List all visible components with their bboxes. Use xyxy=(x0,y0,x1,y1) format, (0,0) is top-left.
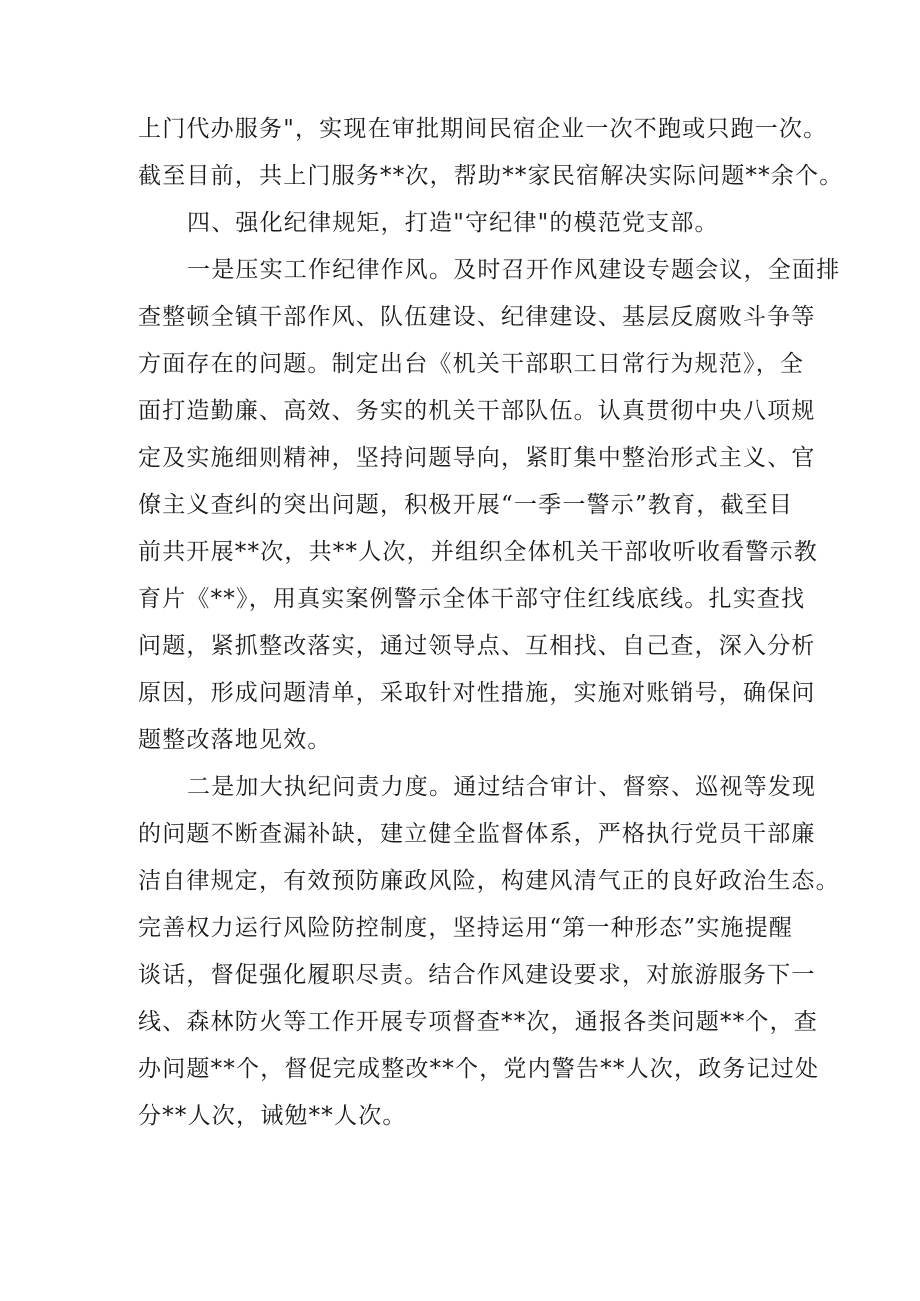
text-line: 题整改落地见效。 xyxy=(138,727,332,753)
text-line: 分**人次，诫勉**人次。 xyxy=(138,1103,407,1129)
paragraph-start: 一是压实工作纪律作风。及时召开作风建设专题会议，全面排 xyxy=(187,257,841,283)
text-line: 定及实施细则精神，坚持问题导向，紧盯集中整治形式主义、官 xyxy=(138,445,816,471)
text-line: 的问题不断查漏补缺，建立健全监督体系，严格执行党员干部廉 xyxy=(138,821,816,847)
text-line: 育片《**》，用真实案例警示全体干部守住红线底线。扎实查找 xyxy=(138,586,806,612)
document-body xyxy=(138,106,844,1140)
text-line: 方面存在的问题。制定出台《机关干部职工日常行为规范》，全 xyxy=(138,351,805,377)
text-line: 洁自律规定，有效预防廉政风险，构建风清气正的良好政治生态。 xyxy=(138,868,840,894)
text-line: 截至目前，共上门服务**次，帮助**家民宿解决实际问题**余个。 xyxy=(138,163,844,189)
text-line: 办问题**个，督促完成整改**个，党内警告**人次，政务记过处 xyxy=(138,1056,820,1082)
text-line: 谈话，督促强化履职尽责。结合作风建设要求，对旅游服务下一 xyxy=(138,962,816,988)
text-line: 上门代办服务"，实现在审批期间民宿企业一次不跑或只跑一次。 xyxy=(138,116,828,142)
text-line: 问题，紧抓整改落实，通过领导点、互相找、自己查，深入分析 xyxy=(138,633,816,659)
text-line: 完善权力运行风险防控制度，坚持运用“第一种形态”实施提醒 xyxy=(138,915,794,941)
text-line: 僚主义查纠的突出问题，积极开展“一季一警示”教育，截至目 xyxy=(138,492,794,518)
text-line: 线、森林防火等工作开展专项督查**次，通报各类问题**个，查 xyxy=(138,1009,818,1035)
section-heading: 四、强化纪律规矩，打造"守纪律"的模范党支部。 xyxy=(187,210,719,236)
text-line: 查整顿全镇干部作风、队伍建设、纪律建设、基层反腐败斗争等 xyxy=(138,304,816,330)
paragraph-start: 二是加大执纪问责力度。通过结合审计、督察、巡视等发现 xyxy=(187,774,817,800)
text-line: 前共开展**次，共**人次，并组织全体机关干部收听收看警示教 xyxy=(138,539,818,565)
text-line: 面打造勤廉、高效、务实的机关干部队伍。认真贯彻中央八项规 xyxy=(138,398,816,424)
text-line: 原因，形成问题清单，采取针对性措施，实施对账销号，确保问 xyxy=(138,680,816,706)
